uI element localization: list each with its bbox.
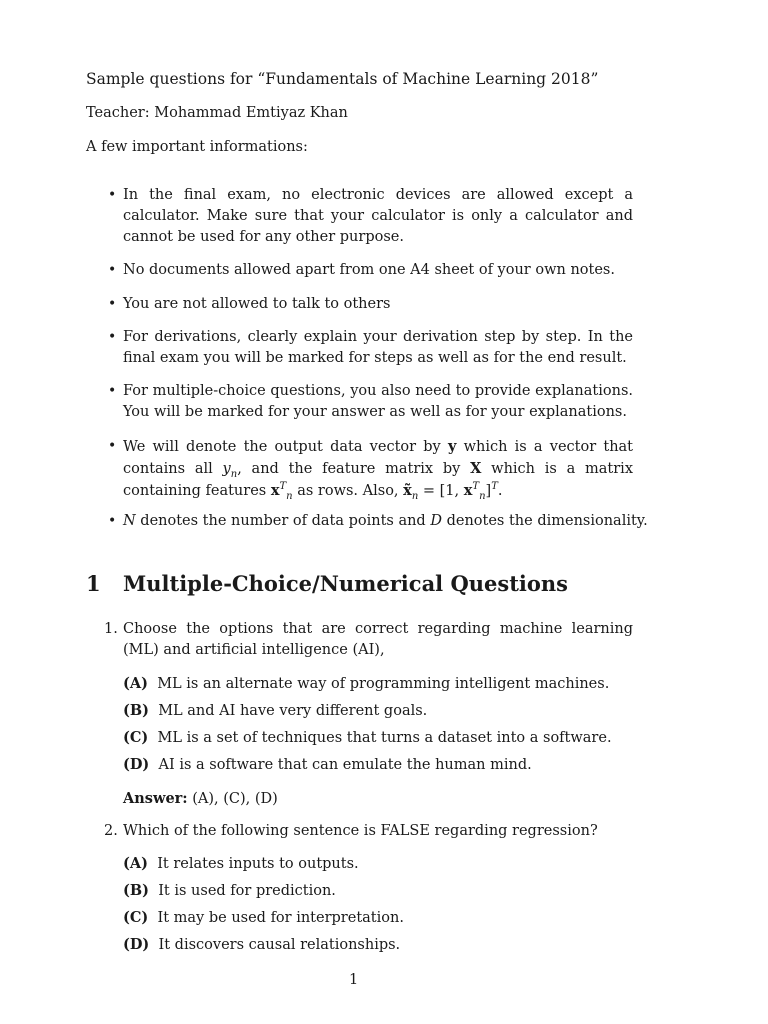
text-run: which is a matrix containing features <box>123 461 633 499</box>
bullet-marker: • <box>108 187 117 203</box>
text-run: denotes the number of data points and <box>135 513 431 529</box>
text-run: We will denote the output data vector by <box>123 439 448 455</box>
teacher-line: Teacher: Mohammad Emtiyaz Khan <box>86 105 348 121</box>
symbol-n: N <box>123 513 136 529</box>
bullet-marker: • <box>108 383 117 399</box>
vector-x: x <box>270 482 280 499</box>
option-d <box>123 934 400 956</box>
option-text: ML is an alternate way of programming intelligent machines. <box>157 676 610 692</box>
option-d <box>123 754 532 776</box>
superscript-t: T <box>491 481 498 493</box>
option-label: (C) <box>123 729 149 746</box>
bullet-item-notation <box>123 436 633 502</box>
option-label: (D) <box>123 756 150 773</box>
question-text: Choose the options that are correct regarding machine learning (ML) and artificial intelligence (AI), <box>123 621 633 658</box>
option-text: AI is a software that can emulate the human mind. <box>158 757 532 773</box>
answer-value: (A), (C), (D) <box>192 791 278 807</box>
text-run: . <box>497 483 503 499</box>
option-a <box>123 853 359 875</box>
option-label: (D) <box>123 936 150 953</box>
option-text: It relates inputs to outputs. <box>157 856 359 872</box>
bullet-item-derivations: For derivations, clearly explain your derivation step by step. In the final exam you will be marked for steps as well as for the end result. <box>123 329 633 366</box>
option-label: (B) <box>123 702 149 719</box>
section-title: Multiple-Choice/Numerical Questions <box>123 571 568 596</box>
bullet-marker: • <box>108 296 117 312</box>
page-number: 1 <box>349 972 359 988</box>
answer-label: Answer: <box>123 790 188 807</box>
option-text: ML is a set of techniques that turns a dataset into a software. <box>157 730 612 746</box>
subscript-n: n <box>230 468 238 480</box>
option-label: (B) <box>123 882 149 899</box>
option-label: (C) <box>123 909 149 926</box>
bullet-item-dimensions <box>123 511 648 532</box>
subscript-n: n <box>286 490 293 502</box>
bullet-item-multiple-choice: For multiple-choice questions, you also need to provide explanations. You will be marked for your answer as well as for your explanations. <box>123 383 633 420</box>
document-title: Sample questions for “Fundamentals of Machine Learning 2018” <box>86 70 599 88</box>
option-c <box>123 907 404 929</box>
bullet-marker: • <box>108 329 117 345</box>
text-run: denotes the dimensionality. <box>441 513 648 529</box>
question-number: 1. <box>104 621 118 637</box>
text-run: = [1, <box>418 483 464 499</box>
option-a <box>123 673 609 695</box>
option-text: It is used for prediction. <box>158 883 336 899</box>
option-b <box>123 700 427 722</box>
option-text: It discovers causal relationships. <box>158 937 401 953</box>
text-run: , and the feature matrix by <box>237 461 471 477</box>
superscript-t: T <box>472 481 480 493</box>
subscript-n: n <box>411 490 419 502</box>
answer-line <box>123 788 278 810</box>
question-text: Which of the following sentence is FALSE regarding regression? <box>123 823 598 839</box>
bullet-marker: • <box>108 438 117 454</box>
option-c <box>123 727 612 749</box>
scalar-y: y <box>222 461 231 477</box>
subscript-n: n <box>479 490 486 502</box>
text-run: as rows. Also, <box>292 483 404 499</box>
text-run: which is a vector that contains all <box>123 439 634 477</box>
bullet-item-calculator: In the final exam, no electronic devices are allowed except a calculator. Make sure that your calculator is only a calculator and cannot be used for any other purpose. <box>123 187 633 245</box>
superscript-t: T <box>279 481 287 493</box>
option-label: (A) <box>123 675 148 692</box>
bullet-item-talk: You are not allowed to talk to others <box>123 296 391 312</box>
option-text: ML and AI have very different goals. <box>158 703 428 719</box>
intro-line: A few important informations: <box>86 139 308 155</box>
option-text: It may be used for interpretation. <box>157 910 404 926</box>
bullet-item-documents: No documents allowed apart from one A4 sheet of your own notes. <box>123 262 615 278</box>
question-number: 2. <box>104 823 118 839</box>
text-run: ] <box>485 483 492 499</box>
bullet-marker: • <box>108 262 117 278</box>
bullet-marker: • <box>108 513 117 529</box>
vector-x-tilde: x̃ <box>403 482 412 499</box>
option-label: (A) <box>123 855 148 872</box>
symbol-d: D <box>430 513 442 529</box>
matrix-x: X <box>470 460 482 477</box>
vector-x: x <box>463 482 473 499</box>
section-number: 1 <box>86 571 101 596</box>
option-b <box>123 880 336 902</box>
vector-y: y <box>447 438 457 455</box>
